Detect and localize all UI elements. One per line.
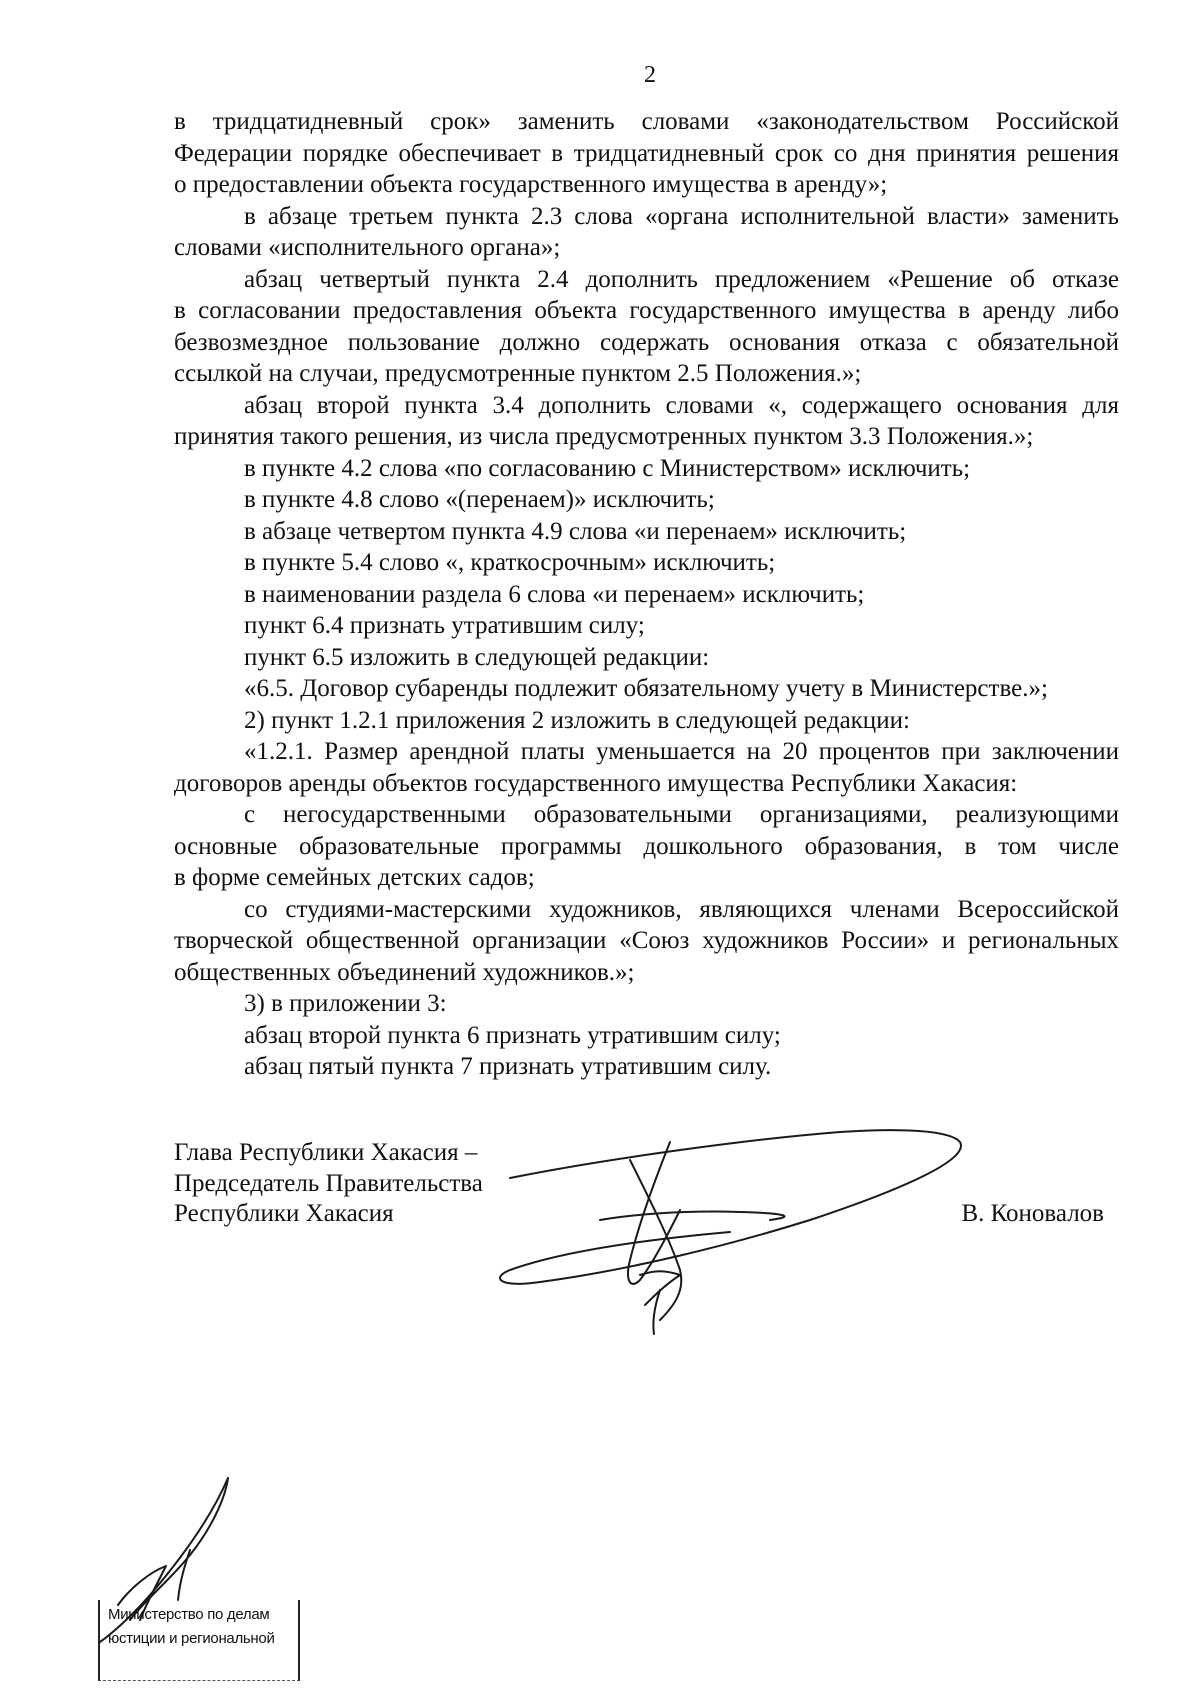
body-line: в пункте 4.2 слова «по согласованию с Министерством» исключить;: [244, 454, 971, 482]
body-line: принятия такого решения, из числа предусмотренных пунктом 3.3 Положения.»;: [174, 423, 1034, 450]
body-line: договоров аренды объектов государственного имущества Республики Хакасия:: [174, 769, 1018, 797]
body-line: 3) в приложении 3:: [244, 990, 447, 1017]
body-line: «1.2.1. Размер арендной платы уменьшается на 20 процентов при заключении: [244, 738, 1119, 765]
body-line: абзац второй пункта 3.4 дополнить словами «, содержащего основания для: [244, 391, 1119, 419]
signatory-title-line: Председатель Правительства: [174, 1169, 483, 1197]
body-line: безвозмездное пользование должно содержать основания отказа с обязательной: [174, 328, 1119, 356]
page-number: 2: [644, 62, 656, 88]
body-line: в наименовании раздела 6 слова «и перенаем» исключить;: [244, 580, 865, 608]
body-line: со студиями-мастерскими художников, являющихся членами Всероссийской: [244, 895, 1119, 923]
body-line: абзац второй пункта 6 признать утратившим силу;: [244, 1021, 781, 1049]
ministry-stamp: [98, 1600, 300, 1686]
body-line: 2) пункт 1.2.1 приложения 2 изложить в следующей редакции:: [244, 706, 910, 734]
signatory-title: [174, 1138, 483, 1230]
body-line: в форме семейных детских садов;: [174, 864, 535, 891]
body-line: пункт 6.5 изложить в следующей редакции:: [244, 643, 710, 671]
body-line: словами «исполнительного органа»;: [174, 234, 561, 261]
body-line: общественных объединений художников.»;: [174, 958, 635, 986]
body-line: в абзаце четвертом пункта 4.9 слова «и перенаем» исключить;: [244, 517, 907, 545]
signatory-title-line: Республики Хакасия: [174, 1200, 394, 1227]
body-line: основные образовательные программы дошкольного образования, в том числе: [174, 832, 1119, 860]
body-line: абзац пятый пункта 7 признать утратившим силу.: [244, 1053, 772, 1080]
body-line: в тридцатидневный срок» заменить словами «законодательством Российской: [174, 108, 1119, 135]
document-body: [174, 106, 1119, 1083]
body-line: пункт 6.4 признать утратившим силу;: [244, 612, 645, 639]
body-line: «6.5. Договор субаренды подлежит обязательному учету в Министерстве.»;: [244, 675, 1048, 702]
signatory-title-line: Глава Республики Хакасия –: [174, 1139, 478, 1166]
stamp-line: юстиции и региональной: [108, 1630, 275, 1647]
body-line: творческой общественной организации «Союз художников России» и региональных: [174, 927, 1119, 954]
body-line: Федерации порядке обеспечивает в тридцатидневный срок со дня принятия решения: [174, 139, 1119, 167]
stamp-line: Министерство по делам: [108, 1606, 270, 1623]
body-line: в абзаце третьем пункта 2.3 слова «органа исполнительной власти» заменить: [244, 202, 1119, 230]
signatory-name: В. Коновалов: [961, 1200, 1104, 1227]
handwritten-signature: [480, 1120, 1000, 1350]
body-line: с негосударственными образовательными организациями, реализующими: [244, 801, 1119, 828]
body-line: в пункте 5.4 слово «, краткосрочным» исключить;: [244, 549, 776, 576]
body-line: ссылкой на случаи, предусмотренные пунктом 2.5 Положения.»;: [174, 360, 862, 387]
body-line: в согласовании предоставления объекта государственного имущества в аренду либо: [174, 297, 1119, 324]
body-line: о предоставлении объекта государственного имущества в аренду»;: [174, 171, 888, 198]
body-line: абзац четвертый пункта 2.4 дополнить предложением «Решение об отказе: [244, 265, 1119, 293]
body-line: в пункте 4.8 слово «(перенаем)» исключить;: [244, 486, 715, 513]
